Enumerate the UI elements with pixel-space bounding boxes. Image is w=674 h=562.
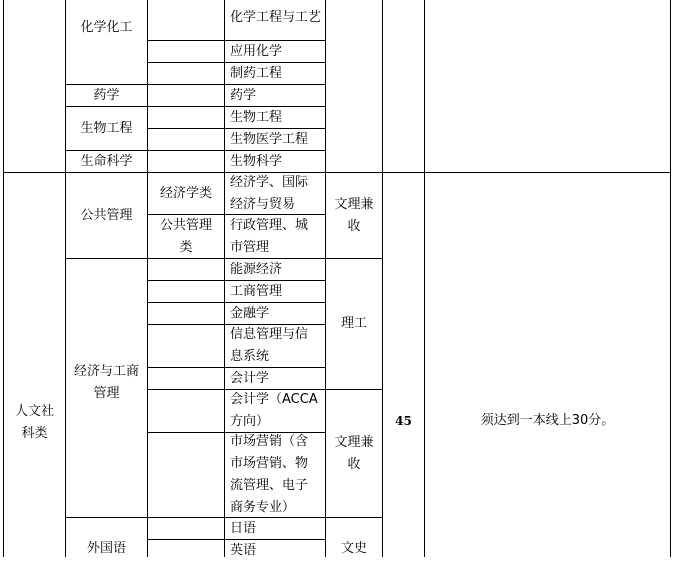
major-cell: 行政管理、城 市管理 bbox=[230, 217, 309, 255]
group-name: 生命科学 bbox=[80, 153, 133, 169]
major-cell: 会计学 bbox=[230, 370, 270, 386]
grid-line bbox=[65, 517, 383, 518]
grid-line bbox=[670, 0, 671, 557]
track-cell: 文史 bbox=[340, 541, 367, 556]
grid-line bbox=[3, 0, 4, 557]
group-name: 经济与工商 管理 bbox=[73, 364, 139, 401]
requirement-text: 须达到一本线上30分。 bbox=[480, 413, 615, 428]
major-cell: 经济学、国际 经济与贸易 bbox=[230, 174, 309, 212]
track-cell: 理工 bbox=[340, 316, 367, 331]
major-cell: 生物科学 bbox=[230, 153, 283, 169]
subcategory-name: 公共管理 类 bbox=[159, 217, 212, 255]
major-cell: 药学 bbox=[230, 87, 257, 103]
category-name: 人文社 科类 bbox=[14, 404, 54, 441]
subcategory-name: 经济学类 bbox=[159, 185, 212, 201]
major-cell: 生物工程 bbox=[230, 109, 283, 125]
grid-line bbox=[424, 0, 425, 557]
major-cell: 制药工程 bbox=[230, 65, 283, 81]
track-cell: 文理兼 收 bbox=[334, 196, 374, 234]
major-cell: 会计学（ACCA 方向） bbox=[230, 392, 318, 429]
major-cell: 金融学 bbox=[230, 305, 270, 321]
major-cell: 能源经济 bbox=[230, 261, 283, 277]
group-name: 生物工程 bbox=[80, 120, 133, 136]
track-cell: 文理兼 收 bbox=[334, 434, 374, 472]
group-name: 外国语 bbox=[86, 541, 126, 556]
major-cell: 市场营销（含 市场营销、物 流管理、电子 商务专业） bbox=[230, 434, 309, 515]
major-cell: 生物医学工程 bbox=[230, 131, 309, 147]
group-name: 药学 bbox=[93, 87, 120, 103]
major-cell: 工商管理 bbox=[230, 283, 283, 299]
group-name: 公共管理 bbox=[80, 207, 133, 223]
major-cell: 化学工程与工艺 bbox=[230, 10, 322, 25]
major-cell: 信息管理与信 息系统 bbox=[230, 327, 309, 364]
grid-line bbox=[382, 0, 383, 557]
major-cell: 日语 bbox=[230, 520, 257, 536]
major-cell: 英语 bbox=[230, 542, 257, 558]
group-name: 化学化工 bbox=[80, 20, 133, 35]
score-value: 45 bbox=[395, 414, 412, 428]
major-cell: 应用化学 bbox=[230, 43, 283, 59]
